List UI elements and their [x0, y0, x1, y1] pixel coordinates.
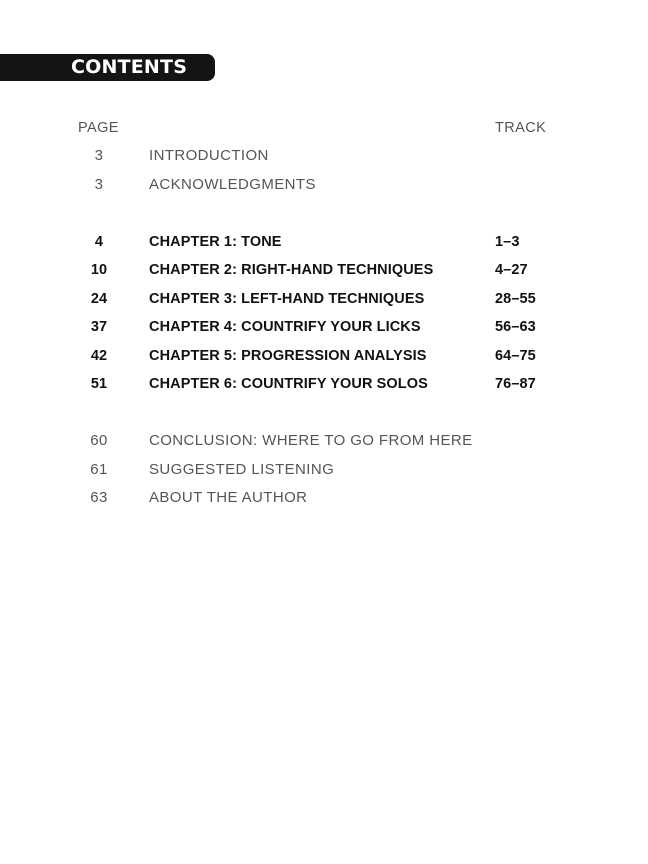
- contents-title: CONTENTS: [71, 56, 188, 78]
- toc-page-number: 3: [94, 147, 104, 164]
- toc-page-number: 61: [90, 461, 108, 478]
- toc-entry-title: CHAPTER 1: TONE: [149, 234, 282, 250]
- toc-entry-chapter-1[interactable]: [0, 232, 648, 252]
- toc-entry-conclusion[interactable]: [0, 431, 648, 451]
- toc-entry-chapter-6[interactable]: [0, 374, 648, 394]
- toc-track-range: 28–55: [495, 291, 536, 307]
- toc-page-number: 3: [94, 176, 104, 193]
- toc-entry-title: ACKNOWLEDGMENTS: [149, 176, 316, 193]
- toc-entry-chapter-5[interactable]: [0, 346, 648, 366]
- toc-entry-title: CHAPTER 2: RIGHT-HAND TECHNIQUES: [149, 262, 434, 278]
- toc-track-range: 56–63: [495, 319, 536, 335]
- toc-entry-suggested-listening[interactable]: [0, 460, 648, 480]
- toc-entry-introduction[interactable]: [0, 146, 648, 166]
- toc-entry-title: CONCLUSION: WHERE TO GO FROM HERE: [149, 432, 473, 449]
- toc-page-number: 51: [90, 376, 108, 392]
- contents-banner: [0, 54, 215, 81]
- toc-entry-title: CHAPTER 5: PROGRESSION ANALYSIS: [149, 348, 427, 364]
- toc-entry-chapter-4[interactable]: [0, 317, 648, 337]
- toc-track-range: 76–87: [495, 376, 536, 392]
- toc-entry-acknowledgments[interactable]: [0, 175, 648, 195]
- toc-entry-title: CHAPTER 3: LEFT-HAND TECHNIQUES: [149, 291, 425, 307]
- track-column-header: TRACK: [495, 120, 547, 136]
- toc-entry-title: ABOUT THE AUTHOR: [149, 489, 308, 506]
- toc-entry-title: SUGGESTED LISTENING: [149, 461, 335, 478]
- toc-page-number: 24: [90, 291, 108, 307]
- toc-page-number: 4: [94, 234, 104, 250]
- toc-page-number: 42: [90, 348, 108, 364]
- toc-entry-chapter-3[interactable]: [0, 289, 648, 309]
- toc-page-number: 60: [90, 432, 108, 449]
- page-column-header: PAGE: [78, 120, 119, 136]
- toc-track-range: 64–75: [495, 348, 536, 364]
- toc-entry-title: INTRODUCTION: [149, 147, 269, 164]
- toc-track-range: 4–27: [495, 262, 528, 278]
- toc-page-number: 63: [90, 489, 108, 506]
- toc-entry-chapter-2[interactable]: [0, 260, 648, 280]
- toc-entry-title: CHAPTER 4: COUNTRIFY YOUR LICKS: [149, 319, 421, 335]
- toc-entry-title: CHAPTER 6: COUNTRIFY YOUR SOLOS: [149, 376, 428, 392]
- toc-track-range: 1–3: [495, 234, 520, 250]
- toc-page-number: 37: [90, 319, 108, 335]
- toc-page-number: 10: [90, 262, 108, 278]
- toc-entry-about-the-author[interactable]: [0, 488, 648, 508]
